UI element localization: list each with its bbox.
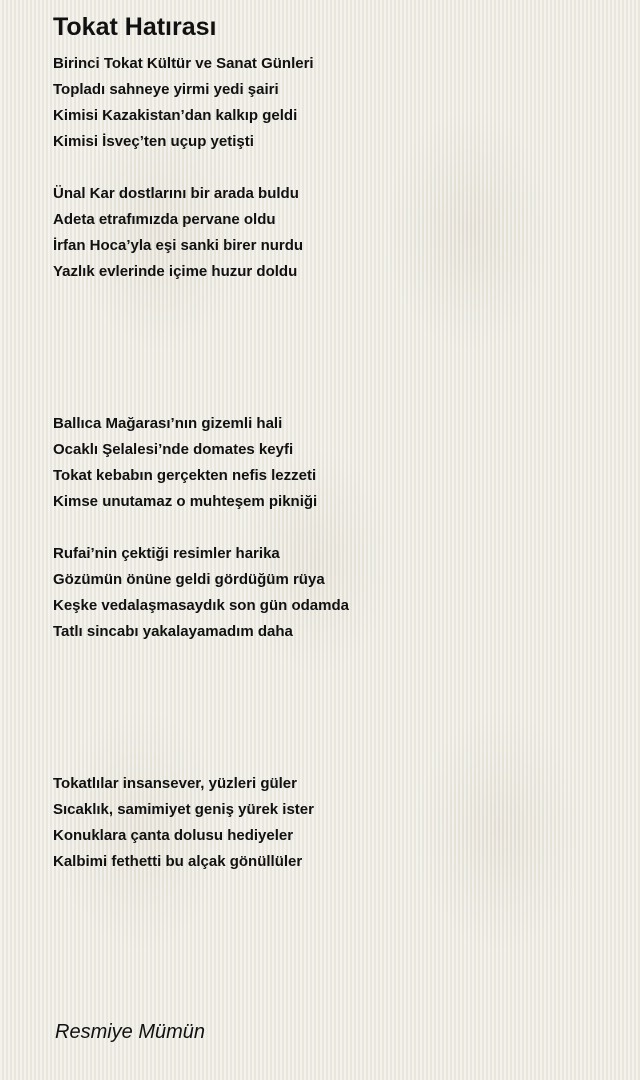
- poem-line: Ünal Kar dostlarını bir arada buldu: [53, 185, 299, 202]
- stanza-2: [53, 181, 613, 285]
- poem-line: Ballıca Mağarası’nın gizemli hali: [53, 415, 283, 432]
- poem-line: Tokatlılar insansever, yüzleri güler: [53, 775, 297, 792]
- section-spacer: [53, 645, 613, 771]
- stanza-spacer: [53, 155, 613, 181]
- poem-line: Kimisi İsveç’ten uçup yetişti: [53, 133, 254, 150]
- poem-body: [53, 51, 613, 875]
- stanza-3: [53, 411, 613, 515]
- poem-line: Keşke vedalaşmasaydık son gün odamda: [53, 597, 349, 614]
- poem-line: Sıcaklık, samimiyet geniş yürek ister: [53, 801, 314, 818]
- poem-line: Adeta etrafımızda pervane oldu: [53, 211, 276, 228]
- poem-line: Kalbimi fethetti bu alçak gönüllüler: [53, 853, 303, 870]
- poem-title: Tokat Hatırası: [53, 13, 217, 41]
- poem-line: Tatlı sincabı yakalayamadım daha: [53, 623, 293, 640]
- poem-line: Ocaklı Şelalesi’nde domates keyfi: [53, 441, 294, 458]
- stanza-1: [53, 51, 613, 155]
- poem-line: Birinci Tokat Kültür ve Sanat Günleri: [53, 55, 314, 72]
- poem-line: İrfan Hoca’yla eşi sanki birer nurdu: [53, 237, 304, 254]
- poem-line: Topladı sahneye yirmi yedi şairi: [53, 81, 279, 98]
- poem-line: Kimisi Kazakistan’dan kalkıp geldi: [53, 107, 298, 124]
- poem-line: Konuklara çanta dolusu hediyeler: [53, 827, 294, 844]
- poem-line: Kimse unutamaz o muhteşem pikniği: [53, 493, 318, 510]
- section-spacer: [53, 285, 613, 411]
- poem-line: Tokat kebabın gerçekten nefis lezzeti: [53, 467, 317, 484]
- stanza-spacer: [53, 515, 613, 541]
- poem-line: Gözümün önüne geldi gördüğüm rüya: [53, 571, 325, 588]
- stanza-4: [53, 541, 613, 645]
- stanza-5: [53, 771, 613, 875]
- author-signature: Resmiye Mümün: [55, 1021, 206, 1043]
- poem-line: Rufai’nin çektiği resimler harika: [53, 545, 280, 562]
- poem-line: Yazlık evlerinde içime huzur doldu: [53, 263, 298, 280]
